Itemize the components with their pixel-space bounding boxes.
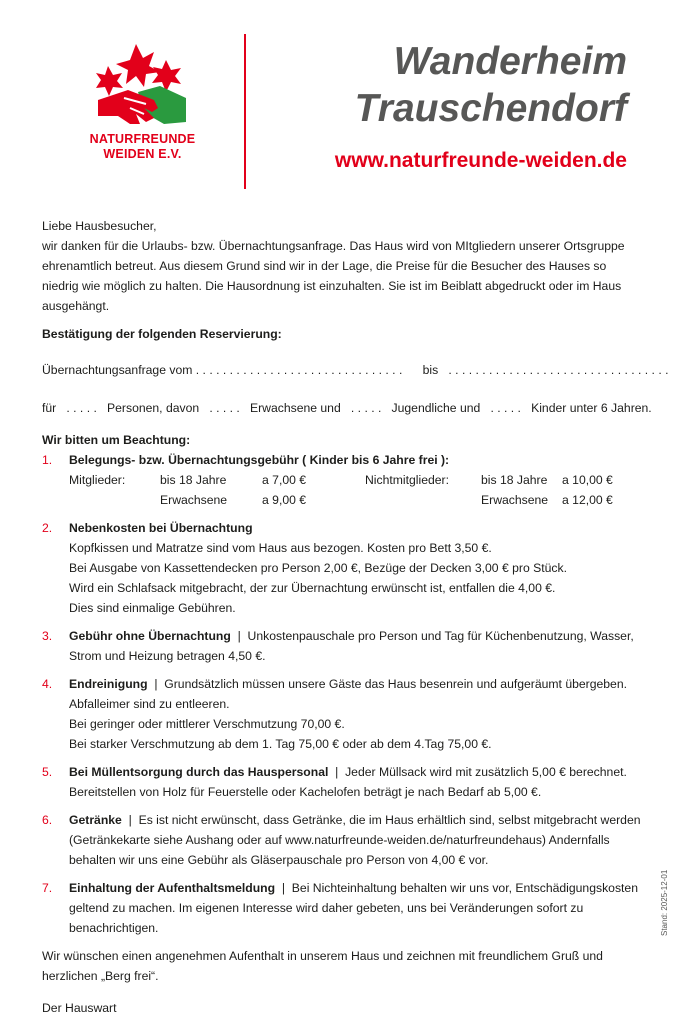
fee-cell: Nichtmitglieder: (365, 473, 449, 487)
item-text: Dies sind einmalige Gebühren. (69, 601, 236, 615)
list-item: 5. Bei Müllentsorgung durch das Hauspersonal | Jeder Müllsack wird mit zusätzlich 5,00 € berechnet. Bereitstellen von Holz für Feuerstelle oder Kachelofen beträgt je nach Bedarf ab 5,00 €. (42, 762, 642, 802)
item-text: Wird ein Schlafsack mitgebracht, der zur Übernachtung erwünscht ist, entfallen die 4,00 €. (69, 581, 556, 595)
item-text: Bei Nichteinhaltung behalten wir uns vor, Entschädigungskosten geltend zu machen. Im eigenen Interesse wird daher gebeten, uns bei Veränderungen sofort zu benachrichtigen. (69, 881, 638, 935)
fee-cell: a 10,00 € (562, 473, 613, 487)
notes-heading: Wir bitten um Beachtung: (42, 433, 191, 447)
intro-text: wir danken für die Urlaubs- bzw. Übernachtungsanfrage. Das Haus wird von MItgliedern unserer Ortsgruppe ehrenamtlich betreut. Aus diesem Grund sind wir in der Lage, die Preise für die Besucher des Hauses so niedrig wie möglich zu halten. Die Hausordnung ist einzuhalten. Sie ist im Beiblatt abgedruckt oder im Haus ausgehängt. (42, 239, 625, 313)
list-number: 1. (42, 453, 53, 467)
fee-cell: bis 18 Jahre (160, 473, 227, 487)
item-text: Unkostenpauschale pro Person und Tag für Küchenbenutzung, Wasser, Strom und Heizung betragen 4,50 €. (69, 629, 634, 663)
title-line2: Trauschendorf (354, 87, 627, 130)
item-text: Grundsätzlich müssen unsere Gäste das Haus besenrein und aufgeräumt übergeben. Abfalleimer sind zu entleeren. (69, 677, 627, 711)
item-text: Kopfkissen und Matratze sind vom Haus aus bezogen. Kosten pro Bett 3,50 €. (69, 541, 492, 555)
item-title: Gebühr ohne Übernachtung (69, 629, 231, 643)
list-number: 3. (42, 629, 53, 643)
item-text: Es ist nicht erwünscht, dass Getränke, die im Haus erhältlich sind, selbst mitgebracht werden (Getränkekarte siehe Aushang oder auf www.naturfreunde-weiden.de/naturfreundehaus) Andernfalls behalten wir uns eine Gebühr als Gläserpauschale pro Person von 4,00 € vor. (69, 813, 641, 867)
item-title: Endreinigung (69, 677, 148, 691)
list-item: 3. Gebühr ohne Übernachtung | Unkostenpauschale pro Person und Tag für Küchenbenutzung, Wasser, Strom und Heizung betragen 4,50 €. (42, 626, 642, 666)
persons-line: für . . . . . Personen, davon . . . . . Erwachsene und . . . . . Jugendliche und . . . . . Kinder unter 6 Jahren. (42, 401, 652, 415)
item-text: Bei Ausgabe von Kassettendecken pro Person 2,00 €, Bezüge der Decken 3,00 € pro Stück. (69, 561, 567, 575)
fee-cell: a 12,00 € (562, 493, 613, 507)
list-item: 6. Getränke | Es ist nicht erwünscht, dass Getränke, die im Haus erhältlich sind, selbst mitgebracht werden (Getränkekarte siehe Aushang oder auf www.naturfreunde-weiden.de/naturfreundehaus) Andernfalls behalten wir uns eine Gebühr als Gläserpauschale pro Person von 4,00 € vor. (42, 810, 642, 870)
intro-paragraph (42, 216, 642, 316)
item-title: Bei Müllentsorgung durch das Hauspersonal (69, 765, 329, 779)
list-item: 7. Einhaltung der Aufenthaltsmeldung | Bei Nichteinhaltung behalten wir uns vor, Entschädigungskosten geltend zu machen. Im eigenen Interesse wird daher gebeten, uns bei Veränderungen sofort zu benachrichtigen. (42, 878, 642, 938)
fee-cell (365, 490, 481, 510)
item-text: Bereitstellen von Holz für Feuerstelle oder Kachelofen beträgt je nach Bedarf ab 5,00 €. (69, 785, 542, 799)
logo-text-line1: NATURFREUNDE (89, 132, 196, 146)
naturfreunde-logo (80, 42, 205, 162)
website-url[interactable]: www.naturfreunde-weiden.de (334, 149, 627, 172)
list-number: 7. (42, 881, 53, 895)
item-title: Nebenkosten bei Übernachtung (69, 521, 253, 535)
list-number: 4. (42, 677, 53, 691)
notes-list (42, 450, 642, 938)
logo-text-line2: WEIDEN E.V. (103, 147, 182, 161)
fee-cell: a 9,00 € (262, 493, 307, 507)
title-line1: Wanderheim (393, 40, 627, 83)
list-item (42, 518, 642, 618)
list-number: 2. (42, 521, 53, 535)
item-title: Belegungs- bzw. Übernachtungsgebühr ( Kinder bis 6 Jahre frei ): (69, 453, 450, 467)
fee-cell: Mitglieder: (69, 473, 126, 487)
fee-table (69, 470, 642, 510)
fee-cell (69, 490, 160, 510)
reservation-heading: Bestätigung der folgenden Reservierung: (42, 327, 282, 341)
request-date-line: Übernachtungsanfrage vom . . . . . . . . . . . . . . . . . . . . . . . . . . . . . . . bis . . . . . . . . . . . . . . . . . . . . . . . . . . . . . . . . . (42, 363, 669, 377)
item-title: Einhaltung der Aufenthaltsmeldung (69, 881, 276, 895)
greeting: Liebe Hausbesucher, (42, 219, 157, 233)
handshake-flower-icon (94, 42, 190, 128)
stand-date: Stand: 2025-12-01 (660, 869, 669, 936)
fee-cell: Erwachsene (160, 493, 228, 507)
item-text: Bei geringer oder mittlerer Verschmutzung 70,00 €. (69, 717, 345, 731)
list-item: 4. Endreinigung | Grundsätzlich müssen unsere Gäste das Haus besenrein und aufgeräumt übergeben. Abfalleimer sind zu entleeren. Bei geringer oder mittlerer Verschmutzung 70,00 €. Bei starker Verschmutzung ab dem 1. Tag 75,00 € oder ab dem 4.Tag 75,00 €. (42, 674, 642, 754)
list-number: 6. (42, 813, 53, 827)
item-text: Jeder Müllsack wird mit zusätzlich 5,00 € berechnet. (345, 765, 627, 779)
fee-cell: Erwachsene (481, 493, 549, 507)
fee-cell: bis 18 Jahre (481, 473, 548, 487)
list-number: 5. (42, 765, 53, 779)
closing-text: Wir wünschen einen angenehmen Aufenthalt in unserem Haus und zeichnen mit freundlichem Gruß und herzlichen „Berg frei“. (42, 949, 603, 983)
list-item (42, 450, 642, 510)
page-title (355, 38, 627, 132)
item-title: Getränke (69, 813, 122, 827)
fee-cell: a 7,00 € (262, 473, 307, 487)
header-divider (244, 34, 246, 189)
signature: Der Hauswart (42, 1001, 117, 1015)
item-text: Bei starker Verschmutzung ab dem 1. Tag 75,00 € oder ab dem 4.Tag 75,00 €. (69, 737, 492, 751)
